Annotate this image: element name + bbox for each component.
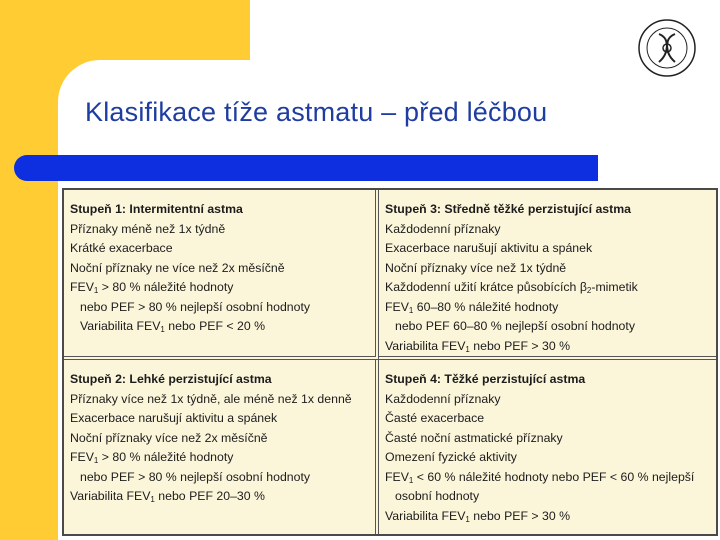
stage-3-line: Exacerbace narušují aktivitu a spánek — [385, 241, 593, 255]
stage-4-line: Časté exacerbace — [385, 411, 485, 425]
stage-1-line: Noční příznaky ne více než 2x měsíčně — [70, 260, 285, 275]
stage-1-line: Variabilita $FEV_1$ nebo PEF < 20 % — [80, 319, 266, 334]
stage-1-line: $FEV_1 > 80$ % náležité hodnoty — [70, 280, 234, 295]
stage-3-line: nebo PEF 60–80 % nejlepší osobní hodnoty — [395, 319, 635, 333]
stage-3-line: Variabilita $FEV_1$ nebo PEF > 30 % — [385, 338, 571, 354]
accent-left-strip — [0, 145, 58, 540]
stage-1-cell — [64, 190, 379, 360]
stage-3-cell — [379, 190, 716, 360]
stage-4-line: $FEV_1 < 60$ % náležité hodnoty nebo PEF < 60 % nejlepší — [385, 469, 695, 485]
stage-2-line: Noční příznaky více než 2x měsíčně — [70, 430, 268, 445]
stage-2-line: $FEV_1 > 80$ % náležité hodnoty — [70, 450, 234, 465]
stage-4-cell — [379, 360, 716, 534]
stage-4-line: Omezení fyzické aktivity — [385, 450, 517, 464]
stage-3-line: Každodenní příznaky — [385, 221, 501, 236]
stage-4-line: Časté noční astmatické příznaky — [385, 430, 563, 445]
stage-4-heading: Stupeň 4: Těžké perzistující astma — [385, 372, 586, 386]
stage-2-line: Exacerbace narušují aktivitu a spánek — [70, 411, 278, 425]
university-seal-icon — [637, 18, 697, 78]
stage-3-heading: Stupeň 3: Středně těžké perzistující astma — [385, 202, 632, 216]
stage-3-line: Noční příznaky více než 1x týdně — [385, 260, 567, 275]
stage-1-line: nebo PEF > 80 % nejlepší osobní hodnoty — [80, 299, 311, 314]
stage-4-line: osobní hodnoty — [395, 489, 480, 503]
stage-2-cell — [64, 360, 379, 534]
stage-1-line: Krátké exacerbace — [70, 241, 173, 255]
title-underline-bar — [14, 155, 598, 181]
stage-3-line: $FEV_1$ 60–80 % náležité hodnoty — [385, 299, 559, 315]
stage-4-line: Variabilita $FEV_1$ nebo PEF > 30 % — [385, 508, 571, 524]
stage-2-line: Variabilita $FEV_1$ nebo PEF 20–30 % — [70, 489, 265, 504]
slide-title: Klasifikace tíže astmatu – před léčbou — [85, 97, 548, 127]
stage-3-line: Každodenní užití krátce působících $\beta_2$-mimetik — [385, 280, 638, 295]
stage-1-heading: Stupeň 1: Intermitentní astma — [70, 202, 243, 216]
stage-1-line: Příznaky méně než 1x týdně — [70, 221, 226, 236]
stage-2-line: nebo PEF > 80 % nejlepší osobní hodnoty — [80, 469, 311, 484]
asthma-classification-table — [62, 188, 718, 536]
stage-2-heading: Stupeň 2: Lehké perzistující astma — [70, 372, 272, 386]
stage-4-line: Každodenní příznaky — [385, 391, 501, 406]
stage-2-line: Příznaky více než 1x týdně, ale méně než 1x denně — [70, 391, 352, 406]
